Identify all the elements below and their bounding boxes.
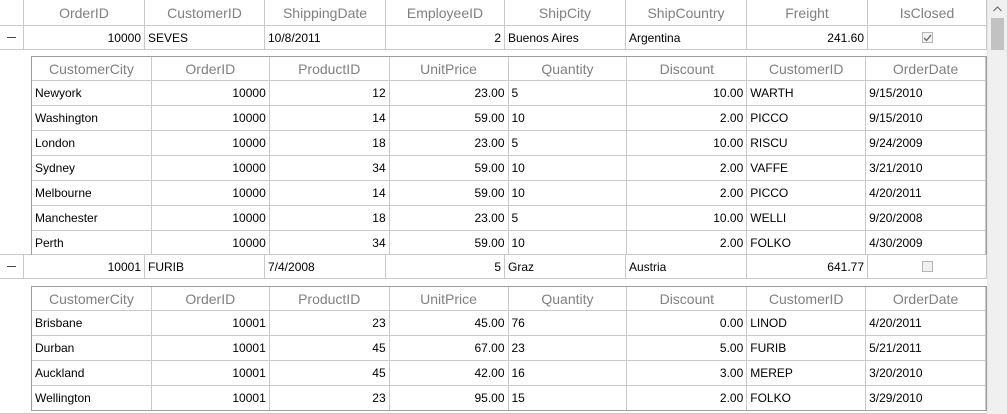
column-header-shippingdate[interactable]: ShippingDate <box>265 0 386 25</box>
child-cell-customercity[interactable]: Perth <box>32 231 152 255</box>
child-column-header-orderid[interactable]: OrderID <box>152 57 270 80</box>
child-cell-customercity[interactable]: Washington <box>32 106 152 130</box>
detail-panel <box>0 279 987 414</box>
child-grid-header <box>32 57 986 81</box>
child-cell-orderid[interactable]: 10000 <box>152 131 270 155</box>
master-row <box>0 26 987 50</box>
child-row <box>32 206 986 231</box>
collapse-bar <box>7 37 16 38</box>
child-cell-orderdate[interactable]: 9/15/2010 <box>866 106 986 130</box>
child-cell-quantity[interactable]: 10 <box>509 106 628 130</box>
child-cell-productid[interactable]: 14 <box>270 181 390 205</box>
cell-ship-city[interactable]: Graz <box>505 255 626 278</box>
child-cell-unitprice[interactable]: 23.00 <box>390 81 509 105</box>
child-column-header-productid[interactable]: ProductID <box>270 287 390 310</box>
grid-header <box>0 0 987 26</box>
checkmark-icon <box>923 31 932 45</box>
child-column-header-discount[interactable]: Discount <box>627 287 747 310</box>
child-cell-quantity[interactable]: 16 <box>509 361 628 385</box>
child-cell-quantity[interactable]: 5 <box>509 81 628 105</box>
child-cell-productid[interactable]: 23 <box>270 386 390 410</box>
child-cell-productid[interactable]: 18 <box>270 206 390 230</box>
child-cell-orderdate[interactable]: 4/30/2009 <box>866 231 986 255</box>
child-row <box>32 336 986 361</box>
child-cell-customerid[interactable]: VAFFE <box>747 156 866 180</box>
child-grid-header <box>32 287 986 311</box>
is-closed-checkbox[interactable] <box>922 261 933 272</box>
child-cell-customerid[interactable]: WELLI <box>747 206 866 230</box>
child-cell-orderdate[interactable]: 9/20/2008 <box>866 206 986 230</box>
child-cell-unitprice[interactable]: 59.00 <box>390 231 509 255</box>
column-header-shipcity[interactable]: ShipCity <box>505 0 626 25</box>
child-cell-orderdate[interactable]: 3/21/2010 <box>866 156 986 180</box>
child-cell-customercity[interactable]: Wellington <box>32 386 152 410</box>
cell-shipping-date[interactable]: 10/8/2011 <box>265 26 386 49</box>
child-cell-unitprice[interactable]: 42.00 <box>390 361 509 385</box>
cell-employee-id[interactable]: 2 <box>386 26 505 49</box>
cell-is-closed[interactable] <box>868 26 987 49</box>
child-grid <box>31 56 987 256</box>
child-cell-orderdate[interactable]: 4/20/2011 <box>866 181 986 205</box>
collapse-minus-icon[interactable] <box>0 255 24 278</box>
child-row <box>32 131 986 156</box>
child-cell-discount[interactable]: 5.00 <box>627 336 747 360</box>
cell-customer-id[interactable]: FURIB <box>145 255 265 278</box>
child-cell-unitprice[interactable]: 95.00 <box>390 386 509 410</box>
child-row <box>32 231 986 255</box>
child-row <box>32 361 986 386</box>
child-cell-productid[interactable]: 18 <box>270 131 390 155</box>
child-cell-productid[interactable]: 34 <box>270 156 390 180</box>
child-cell-unitprice[interactable]: 45.00 <box>390 311 509 335</box>
child-cell-quantity[interactable]: 10 <box>509 181 628 205</box>
child-column-header-orderid[interactable]: OrderID <box>152 287 270 310</box>
child-column-header-orderdate[interactable]: OrderDate <box>866 287 986 310</box>
child-cell-orderid[interactable]: 10000 <box>152 81 270 105</box>
child-cell-orderdate[interactable]: 3/20/2010 <box>866 361 986 385</box>
child-column-header-customercity[interactable]: CustomerCity <box>32 287 152 310</box>
child-cell-productid[interactable]: 23 <box>270 311 390 335</box>
child-cell-customerid[interactable]: RISCU <box>747 131 866 155</box>
child-column-header-customerid[interactable]: CustomerID <box>747 287 866 310</box>
child-cell-customercity[interactable]: Manchester <box>32 206 152 230</box>
child-cell-customercity[interactable]: Newyork <box>32 81 152 105</box>
column-header-employeeid[interactable]: EmployeeID <box>386 0 505 25</box>
cell-is-closed[interactable] <box>868 255 987 278</box>
child-cell-unitprice[interactable]: 59.00 <box>390 181 509 205</box>
child-cell-orderdate[interactable]: 4/20/2011 <box>866 311 986 335</box>
child-cell-customercity[interactable]: Durban <box>32 336 152 360</box>
child-cell-discount[interactable]: 10.00 <box>627 81 747 105</box>
child-cell-quantity[interactable]: 23 <box>509 336 628 360</box>
child-cell-orderid[interactable]: 10001 <box>152 386 270 410</box>
column-header-customerid[interactable]: CustomerID <box>145 0 265 25</box>
child-cell-unitprice[interactable]: 67.00 <box>390 336 509 360</box>
child-cell-unitprice[interactable]: 59.00 <box>390 106 509 130</box>
master-row <box>0 255 987 279</box>
child-column-header-unitprice[interactable]: UnitPrice <box>390 287 509 310</box>
child-cell-discount[interactable]: 10.00 <box>627 131 747 155</box>
child-cell-customerid[interactable]: FOLKO <box>747 231 866 255</box>
child-column-header-customercity[interactable]: CustomerCity <box>32 57 152 80</box>
child-cell-unitprice[interactable]: 23.00 <box>390 131 509 155</box>
child-cell-discount[interactable]: 2.00 <box>627 231 747 255</box>
detail-panel <box>0 49 987 255</box>
column-header-isclosed[interactable]: IsClosed <box>868 0 987 25</box>
child-column-header-quantity[interactable]: Quantity <box>509 287 628 310</box>
child-column-header-quantity[interactable]: Quantity <box>509 57 628 80</box>
child-cell-quantity[interactable]: 15 <box>509 386 628 410</box>
child-cell-productid[interactable]: 12 <box>270 81 390 105</box>
child-cell-orderdate[interactable]: 9/15/2010 <box>866 81 986 105</box>
child-cell-orderdate[interactable]: 9/24/2009 <box>866 131 986 155</box>
child-cell-customercity[interactable]: London <box>32 131 152 155</box>
child-cell-discount[interactable]: 2.00 <box>627 181 747 205</box>
child-cell-quantity[interactable]: 5 <box>509 206 628 230</box>
child-cell-customercity[interactable]: Melbourne <box>32 181 152 205</box>
collapse-minus-icon[interactable] <box>0 26 24 49</box>
child-row <box>32 106 986 131</box>
child-cell-productid[interactable]: 34 <box>270 231 390 255</box>
child-column-header-productid[interactable]: ProductID <box>270 57 390 80</box>
child-cell-orderid[interactable]: 10000 <box>152 181 270 205</box>
vertical-scrollbar[interactable] <box>987 0 1007 414</box>
column-header-freight[interactable]: Freight <box>747 0 868 25</box>
cell-shipping-date[interactable]: 7/4/2008 <box>265 255 386 278</box>
child-row <box>32 81 986 106</box>
child-cell-orderid[interactable]: 10001 <box>152 336 270 360</box>
child-cell-productid[interactable]: 14 <box>270 106 390 130</box>
child-row <box>32 386 986 410</box>
child-grid <box>31 286 987 411</box>
cell-customer-id[interactable]: SEVES <box>145 26 265 49</box>
child-row <box>32 181 986 206</box>
child-cell-discount[interactable]: 2.00 <box>627 106 747 130</box>
child-column-header-customerid[interactable]: CustomerID <box>747 57 866 80</box>
child-cell-quantity[interactable]: 5 <box>509 131 628 155</box>
child-cell-orderid[interactable]: 10000 <box>152 206 270 230</box>
child-cell-productid[interactable]: 45 <box>270 361 390 385</box>
child-cell-customerid[interactable]: FURIB <box>747 336 866 360</box>
cell-employee-id[interactable]: 5 <box>386 255 505 278</box>
child-cell-quantity[interactable]: 10 <box>509 156 628 180</box>
cell-freight[interactable]: 641.77 <box>747 255 868 278</box>
cell-freight[interactable]: 241.60 <box>747 26 868 49</box>
child-cell-discount[interactable]: 0.00 <box>627 311 747 335</box>
child-column-header-discount[interactable]: Discount <box>627 57 747 80</box>
chevron-up-icon[interactable] <box>988 0 1007 17</box>
child-column-header-orderdate[interactable]: OrderDate <box>866 57 986 80</box>
child-cell-orderid[interactable]: 10000 <box>152 231 270 255</box>
child-cell-quantity[interactable]: 76 <box>509 311 628 335</box>
child-cell-unitprice[interactable]: 23.00 <box>390 206 509 230</box>
cell-order-id[interactable]: 10001 <box>24 255 145 278</box>
child-row <box>32 311 986 336</box>
child-cell-customerid[interactable]: WARTH <box>747 81 866 105</box>
column-header-shipcountry[interactable]: ShipCountry <box>626 0 747 25</box>
child-cell-customerid[interactable]: LINOD <box>747 311 866 335</box>
child-cell-unitprice[interactable]: 59.00 <box>390 156 509 180</box>
column-header-orderid[interactable]: OrderID <box>24 0 145 25</box>
child-cell-discount[interactable]: 10.00 <box>627 206 747 230</box>
child-cell-customerid[interactable]: PICCO <box>747 181 866 205</box>
cell-ship-city[interactable]: Buenos Aires <box>505 26 626 49</box>
child-row <box>32 156 986 181</box>
collapse-bar <box>7 266 16 267</box>
child-cell-customercity[interactable]: Brisbane <box>32 311 152 335</box>
child-cell-customercity[interactable]: Auckland <box>32 361 152 385</box>
child-cell-orderid[interactable]: 10000 <box>152 156 270 180</box>
child-cell-discount[interactable]: 3.00 <box>627 361 747 385</box>
cell-order-id[interactable]: 10000 <box>24 26 145 49</box>
child-cell-orderid[interactable]: 10001 <box>152 311 270 335</box>
child-column-header-unitprice[interactable]: UnitPrice <box>390 57 509 80</box>
is-closed-checkbox[interactable] <box>922 32 933 43</box>
child-cell-productid[interactable]: 45 <box>270 336 390 360</box>
child-cell-quantity[interactable]: 10 <box>509 231 628 255</box>
child-cell-orderid[interactable]: 10000 <box>152 106 270 130</box>
cell-ship-country[interactable]: Argentina <box>626 26 747 49</box>
child-cell-customerid[interactable]: MEREP <box>747 361 866 385</box>
child-cell-discount[interactable]: 2.00 <box>627 386 747 410</box>
child-cell-discount[interactable]: 2.00 <box>627 156 747 180</box>
child-cell-customerid[interactable]: FOLKO <box>747 386 866 410</box>
scrollbar-thumb[interactable] <box>991 18 1004 50</box>
cell-ship-country[interactable]: Austria <box>626 255 747 278</box>
child-cell-orderdate[interactable]: 3/29/2010 <box>866 386 986 410</box>
header-expander-spacer <box>0 0 24 25</box>
child-cell-orderdate[interactable]: 5/21/2011 <box>866 336 986 360</box>
child-cell-customercity[interactable]: Sydney <box>32 156 152 180</box>
child-cell-orderid[interactable]: 10001 <box>152 361 270 385</box>
child-cell-customerid[interactable]: PICCO <box>747 106 866 130</box>
